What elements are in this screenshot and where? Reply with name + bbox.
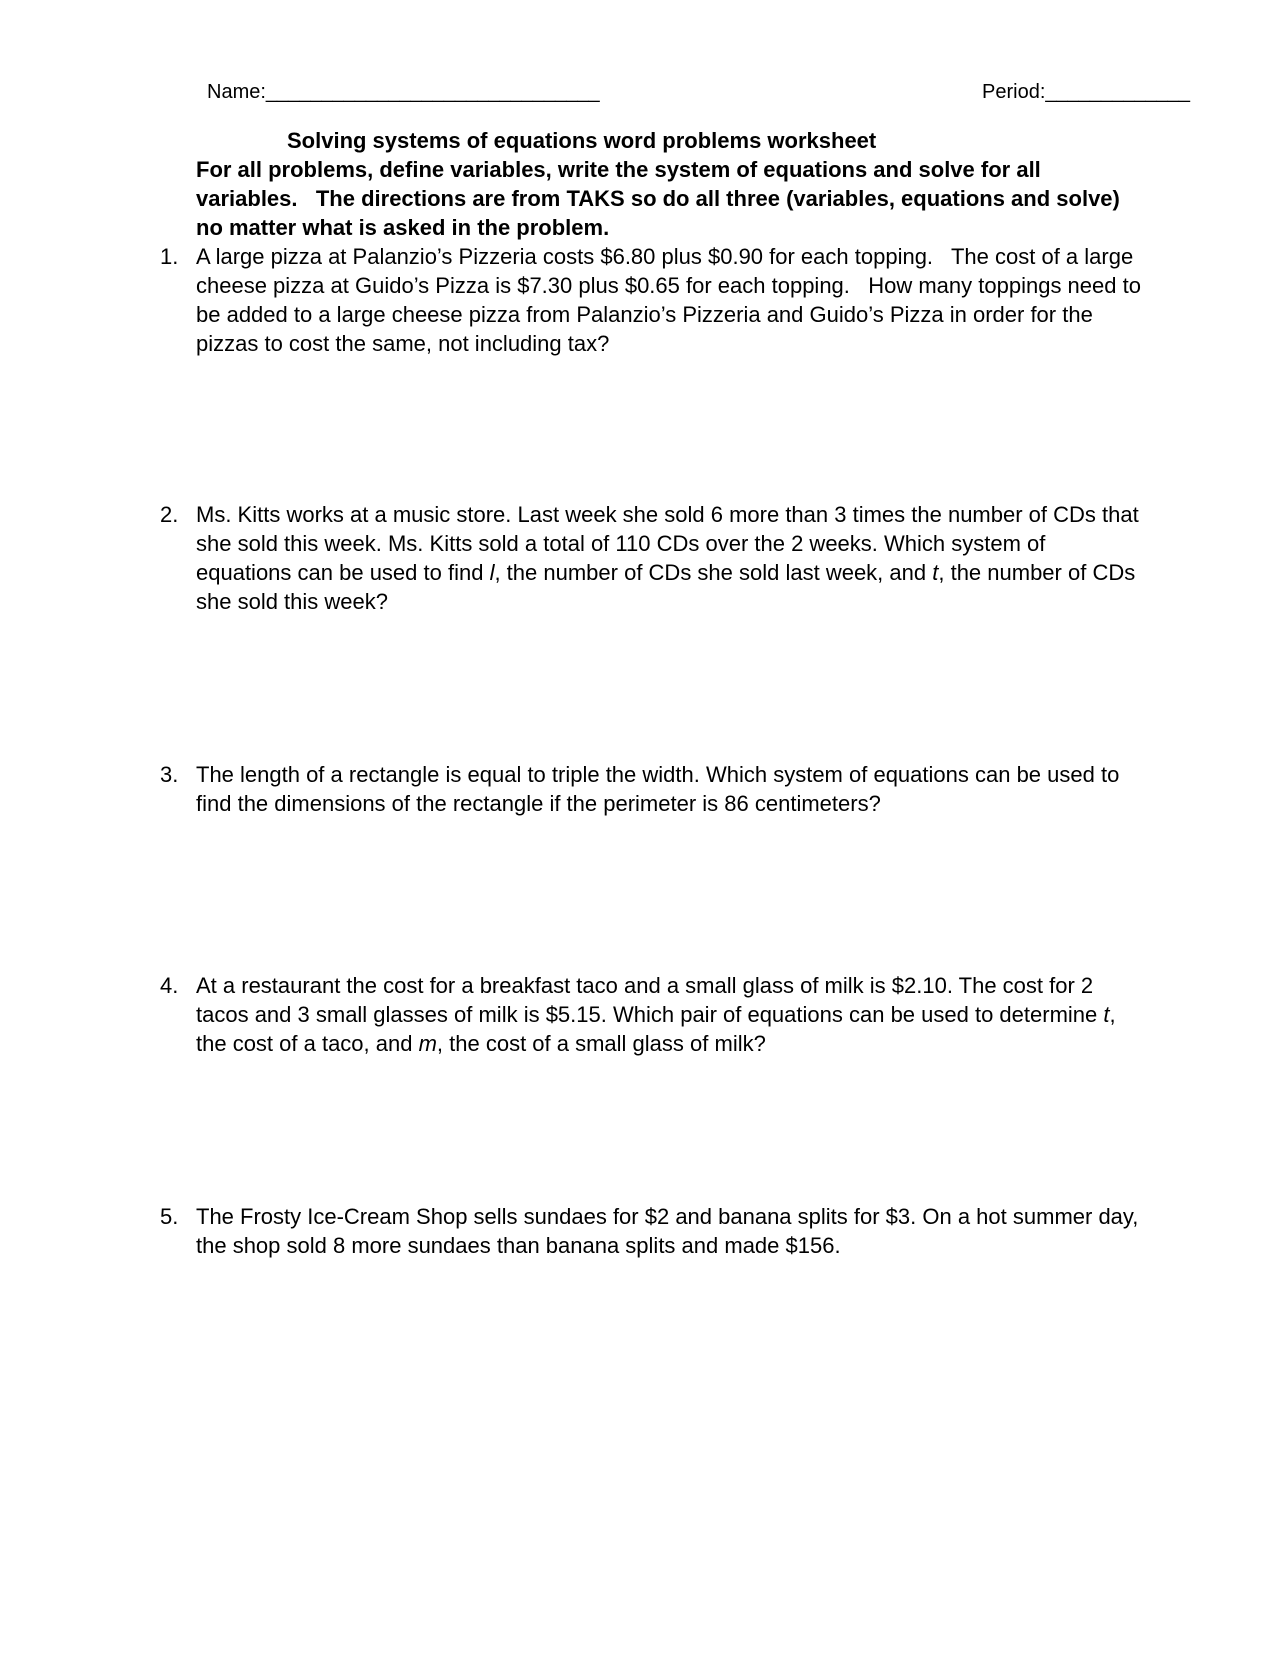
problem-2 bbox=[160, 500, 1144, 616]
problem-1-body: A large pizza at Palanzio’s Pizzeria costs $6.80 plus $0.90 for each topping. The cost of a large cheese pizza at Guido’s Pizza is $7.30 plus $0.65 for each topping. How many toppings need to be added to a large cheese pizza from Palanzio’s Pizzeria and Guido’s Pizza in order for the pizzas to cost the same, not including tax? bbox=[196, 244, 1148, 356]
period-blank: _____________ bbox=[1045, 81, 1190, 103]
problem-4-number: 4. bbox=[160, 973, 179, 998]
problem-4-body-part: At a restaurant the cost for a breakfast taco and a small glass of milk is $2.10. The cost for 2 tacos and 3 small glasses of milk is $5.15. Which pair of equations can be used to determine bbox=[196, 973, 1104, 1027]
problem-3-number: 3. bbox=[160, 762, 179, 787]
name-field bbox=[207, 80, 600, 104]
page-title: Solving systems of equations word problems worksheet bbox=[287, 128, 877, 153]
problem-3-text bbox=[196, 760, 1144, 818]
name-blank: ______________________________ bbox=[265, 81, 600, 103]
variable-l: l bbox=[489, 560, 495, 585]
content bbox=[160, 126, 1148, 1260]
problem-2-body-part: , the number of CDs she sold this week? bbox=[196, 560, 1142, 614]
instructions: For all problems, define variables, write the system of equations and solve for all variables. The directions are from TAKS so do all three (variables, equations and solve) no matter what is asked in the problem. bbox=[196, 157, 1126, 240]
variable-m: m bbox=[418, 1031, 437, 1056]
problem-4-body-part: , the cost of a taco, and bbox=[196, 1002, 1122, 1056]
problem-4-body-part: , the cost of a small glass of milk? bbox=[436, 1031, 766, 1056]
problem-2-body-part: Ms. Kitts works at a music store. Last week she sold 6 more than 3 times the number of CDs that she sold this week. Ms. Kitts sold a total of 110 CDs over the 2 weeks. Which system of equations can be used to find bbox=[196, 502, 1145, 585]
period-field bbox=[982, 80, 1190, 104]
problem-5-body: The Frosty Ice-Cream Shop sells sundaes for $2 and banana splits for $3. On a hot summer day, the shop sold 8 more sundaes than banana splits and made $156. bbox=[196, 1204, 1145, 1258]
name-label: Name: bbox=[207, 81, 266, 103]
problem-3 bbox=[160, 760, 1144, 818]
problem-5 bbox=[160, 1202, 1144, 1260]
problem-1 bbox=[160, 242, 1148, 358]
problem-5-text bbox=[196, 1202, 1144, 1260]
problem-1-number: 1. bbox=[160, 244, 179, 269]
problem-1-text bbox=[196, 242, 1148, 358]
problem-2-text bbox=[196, 500, 1144, 616]
problem-3-body: The length of a rectangle is equal to triple the width. Which system of equations can be used to find the dimensions of the rectangle if the perimeter is 86 centimeters? bbox=[196, 762, 1126, 816]
variable-t: t bbox=[1103, 1002, 1110, 1027]
variable-t: t bbox=[932, 560, 939, 585]
problem-list bbox=[160, 242, 1148, 1260]
header bbox=[207, 80, 1190, 104]
period-label: Period: bbox=[982, 81, 1046, 103]
problem-5-number: 5. bbox=[160, 1204, 179, 1229]
problem-4 bbox=[160, 971, 1144, 1058]
problem-4-text bbox=[196, 971, 1144, 1058]
problem-2-number: 2. bbox=[160, 502, 179, 527]
problem-2-body-part: , the number of CDs she sold last week, and bbox=[494, 560, 933, 585]
